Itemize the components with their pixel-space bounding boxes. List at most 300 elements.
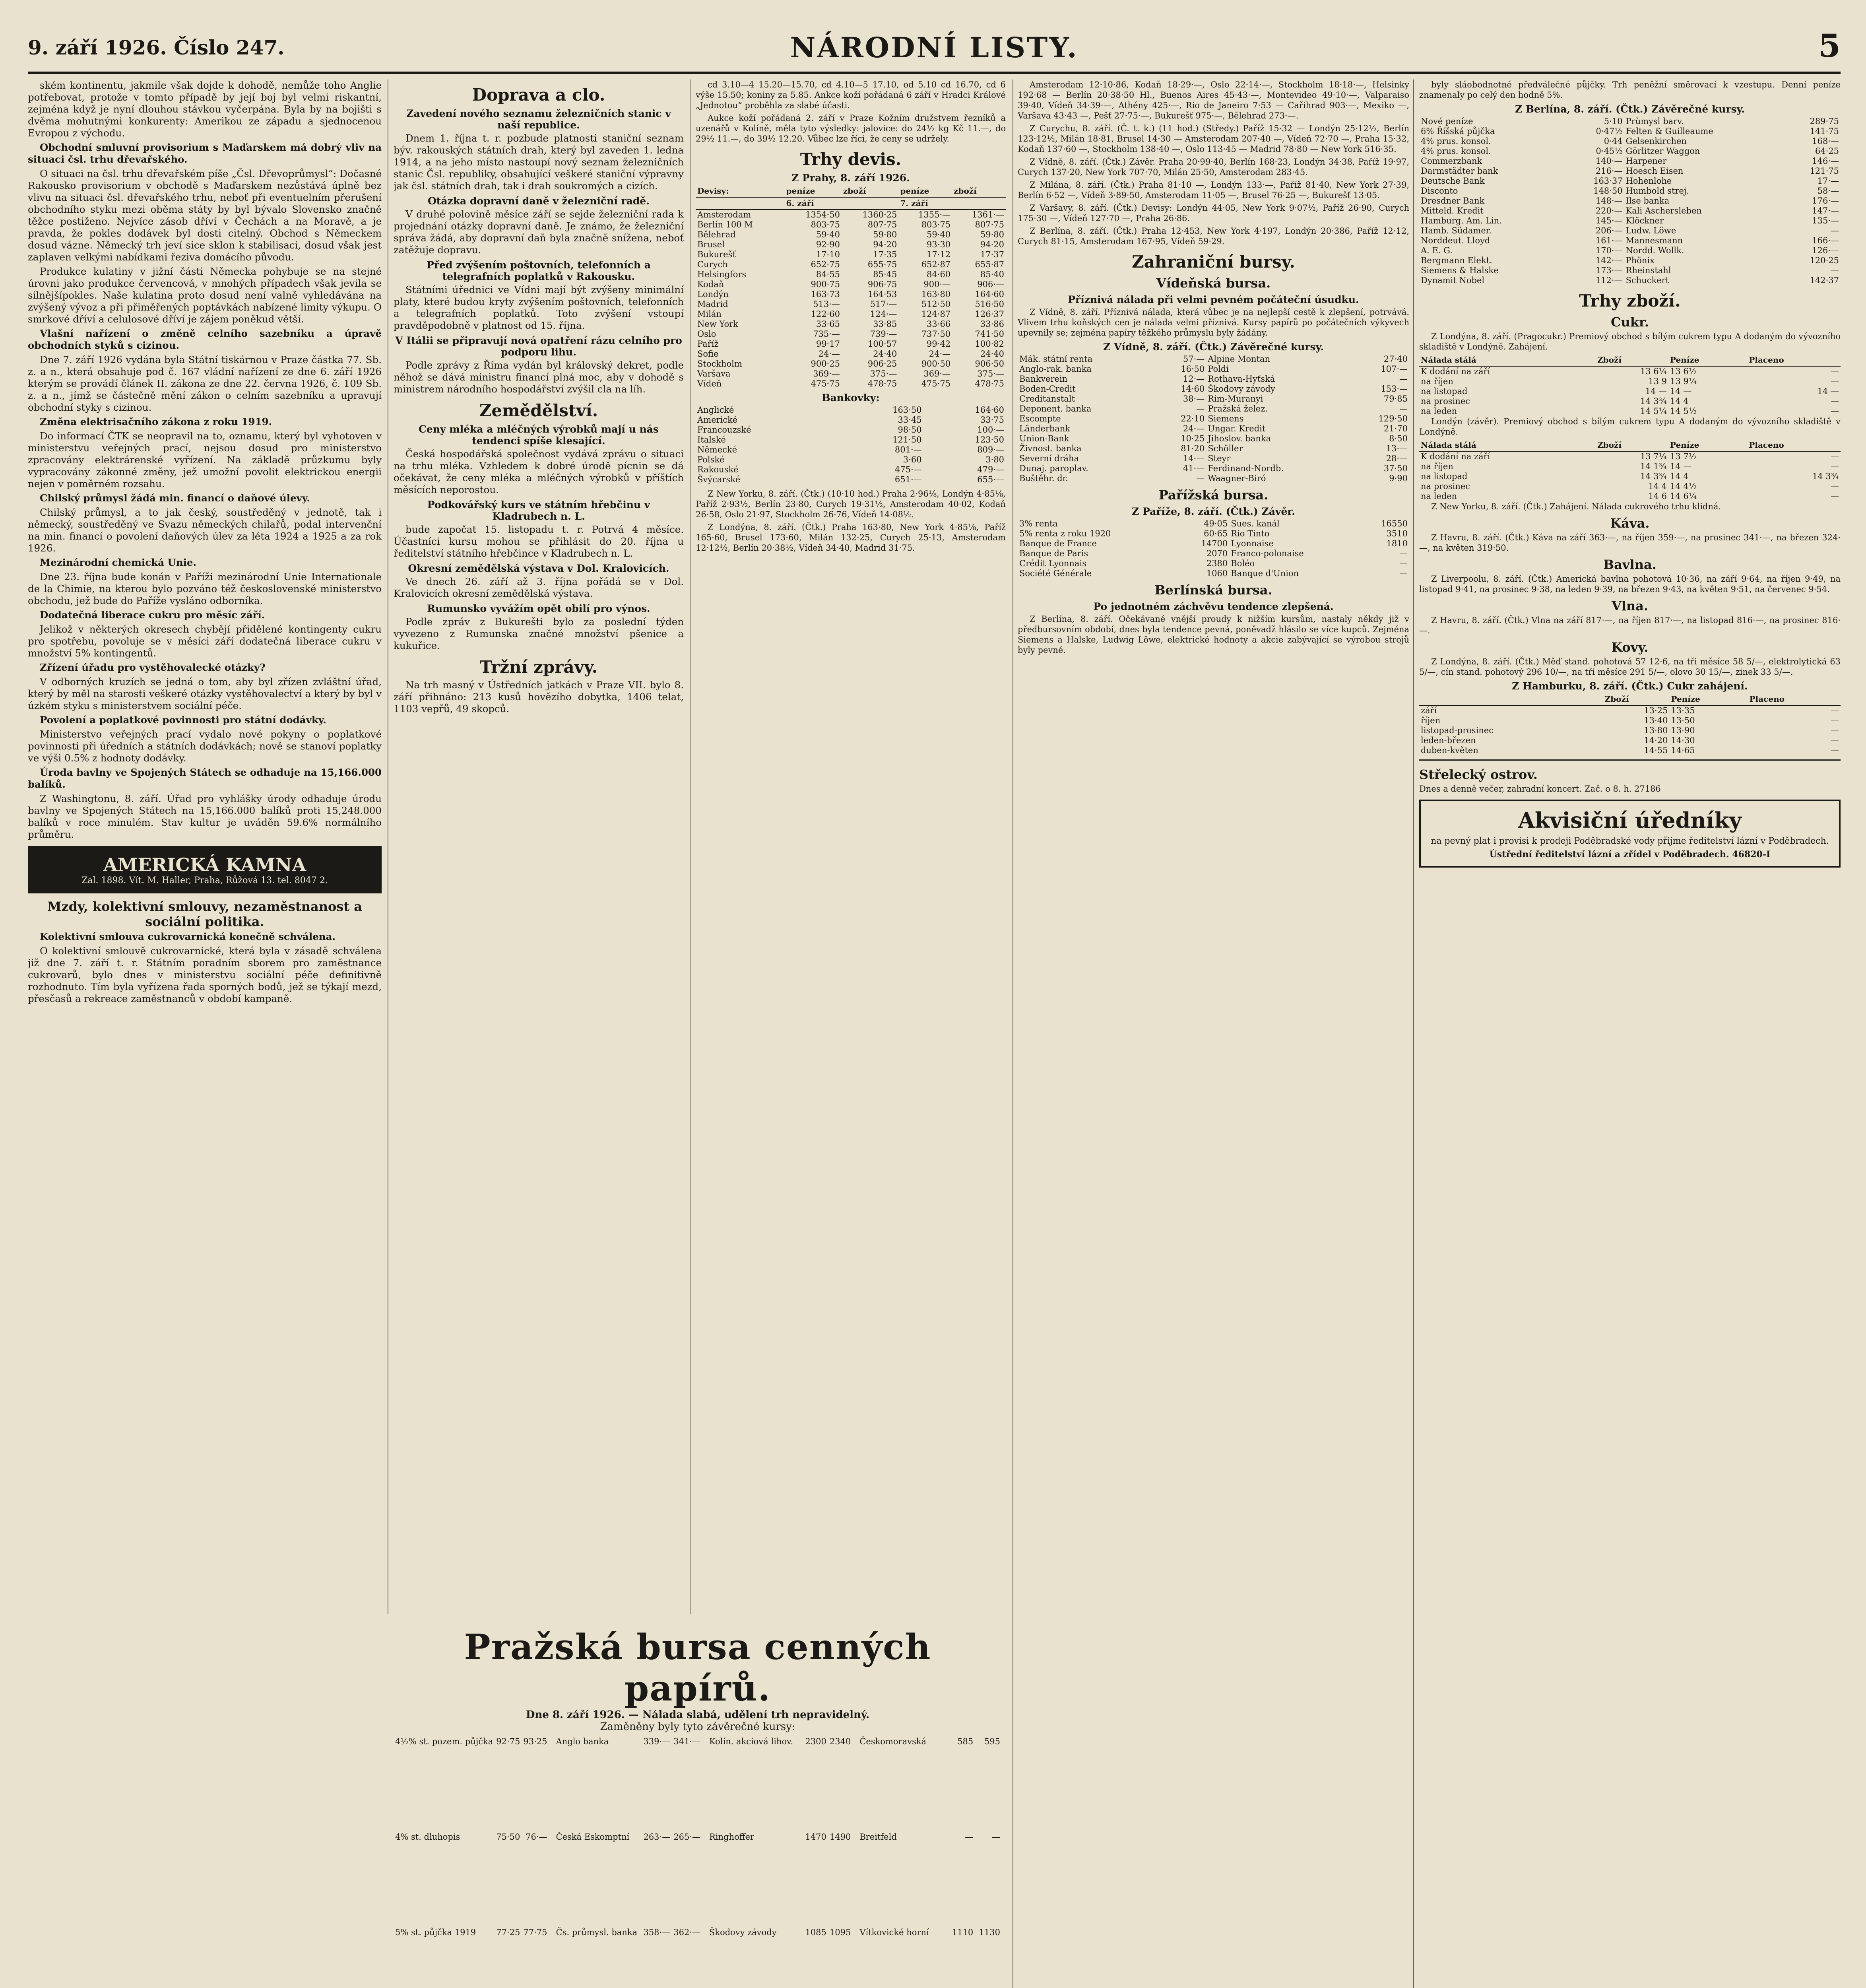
row-value: 126·37 [975,309,1004,319]
column-header: Peníze [1668,439,1747,451]
row-label: na říjen [1421,377,1453,386]
banknote-row [696,455,1006,465]
currency-table [696,185,1006,389]
row-value: — [1399,559,1408,568]
row-value: 153·— [1381,384,1408,394]
column-subheader: 7. září [898,197,952,210]
row-label: Sofie [697,349,719,359]
row-value: 16·50 [1181,364,1205,374]
row-value: 121·75 [1810,166,1839,176]
row-value: 14·60 [1181,384,1205,394]
row-value: 206·— [1595,226,1623,235]
column-header: Zboží [1603,693,1670,705]
article-text: Do informací ČTK se neopravil na to, oznamu, který byl vyhotoven v ministerstvu veřejných prací, nejsou dosud pro ministerstvo zpracovány elektrárenské vyřízení. Na základě průzkumu byly vypracovány zákonné změny, jež umožní povolit elektrickou energii nejen v poměrném rozsahu. [28,430,382,489]
row-value: 166·— [1812,236,1839,245]
row-label: Severní dráha [1019,454,1079,463]
row-value: 163·50 [892,405,922,415]
row-label: Crédit Lyonnais [1019,559,1086,568]
quote-row [1018,364,1409,374]
sugar-row [1419,491,1841,501]
row-label: Škodovy závody [709,1927,777,1937]
quote-row [1018,384,1409,394]
table-heading: Z Paříže, 8. září. (Čtk.) Závěr. [1131,506,1296,517]
row-value: Lyonnaise [1231,539,1274,548]
row-value: 2380 [1206,559,1228,568]
column-rule [1012,80,1013,1988]
article-text: Z Liverpoolu, 8. září. (Čtk.) Americká bavlna pohotová 10·36, na září 9·64, na říjen 9·49, na listopad 9·41, na prosinec 9·38, na leden 9·39, na březen 9·43, na květen 9·51, na červenec 9·54. [1419,574,1841,594]
currency-row [696,220,1006,230]
row-label: K dodání na září [1421,452,1490,461]
currency-row [696,339,1006,349]
section-heading: Trhy zboží. [1579,291,1681,311]
row-label: na listopad [1421,472,1468,481]
section-heading: Tržní zprávy. [479,657,598,677]
row-label: Société Générale [1019,569,1092,578]
column-4 [1018,80,1409,1988]
row-value: 13·50 [1671,716,1695,725]
row-value: 84·60 [927,270,951,279]
security-row [708,1885,852,1980]
banknote-row [696,465,1006,475]
bursa-title: Pražská bursa cenných papírů. [464,1626,931,1709]
article-heading: Povolení a poplatkové povinnosti pro státní dodávky. [40,714,326,726]
row-value: 14·65 [1671,746,1695,755]
security-row [858,1885,1002,1980]
row-value: 14 — [1645,386,1667,396]
quote-row [1018,519,1409,529]
row-label [555,1980,642,1988]
row-value: Jihoslov. banka [1208,434,1271,443]
article-text: Podle zpráv z Bukurešti bylo za poslední týden vyvezeno z Rumunska značné množství pšenice a kukuřice. [394,616,684,651]
row-value: 99·17 [816,339,840,349]
row-value: 478·75 [867,379,897,388]
row-label: Hamburg. Am. Lin. [1421,216,1502,225]
row-label: na říjen [1421,462,1453,471]
row-value: Kali Aschersleben [1625,206,1702,215]
row-label: Švýcarské [697,475,741,484]
row-value: 60·65 [1204,529,1228,538]
article-text: Jelikož v některých okresech chybějí přidělené kontingenty cukru pro spotřebu, povoluje se v měsíci září dodatečná liberace cukru v množství 5% kontingentů. [28,623,382,659]
row-label: Ringhoffer [709,1832,755,1842]
row-label: Americké [697,415,738,425]
row-label: Darmstädter bank [1421,166,1498,176]
row-value: 478·75 [975,379,1004,388]
row-value: — [1831,706,1839,715]
row-value: 17·37 [980,250,1004,259]
row-label: Bělehrad [697,230,736,239]
row-value: Nordd. Wollk. [1625,246,1684,255]
currency-row [696,289,1006,299]
ad-title: AMERICKÁ KAMNA [103,854,306,876]
row-label: Amsterodam [697,210,751,219]
row-value: 142·— [1595,256,1623,265]
column-header: peníze [898,185,952,197]
row-label: na listopad [1421,386,1468,396]
article-heading: Okresní zemědělská výstava v Dol. Kralovicích. [408,563,669,574]
row-value: 99·42 [927,339,951,349]
column-subheader [842,197,898,210]
row-value: 1354·50 [805,210,840,219]
row-value: — [1831,406,1839,416]
row-value: 124·— [870,309,897,319]
row-value: 33·75 [980,415,1004,425]
security-row [708,1980,852,1988]
row-value: 161·— [1595,236,1623,245]
row-value: — [1831,491,1839,501]
column-3 [696,80,1006,1614]
row-value: — [1831,266,1839,275]
column-header: Devisy: [696,185,785,197]
sugar-row [1419,396,1841,406]
row-value: 263·— [643,1832,671,1842]
row-label [858,1980,948,1988]
row-value: 655·87 [975,260,1004,269]
row-value: 145·— [1595,216,1623,225]
ad-text: na pevný plat i provisi k prodeji Poděbradské vody přijme ředitelství lázní v Poděbradech. [1431,836,1829,846]
row-value: 652·75 [811,260,840,269]
currency-row [696,260,1006,270]
subsection-heading: Pařížská bursa. [1158,487,1269,503]
subsection-heading: Vlna. [1611,598,1649,613]
row-value [642,1980,672,1988]
bursa-table-a [394,1694,549,1988]
row-value: 37·50 [1383,464,1408,473]
row-label: Vídeň [697,379,722,388]
row-value: 512·50 [921,299,951,309]
row-value: 28·— [1386,454,1408,463]
row-value: 375·— [977,369,1004,379]
row-value: 14 4½ [1670,481,1697,491]
row-value: 75·50 [496,1832,520,1842]
row-label: Escompte [1019,414,1061,423]
row-label: Banque de Paris [1019,549,1088,558]
row-value: Harpener [1625,156,1667,166]
article-heading: Úroda bavlny ve Spojených Státech se odhaduje na 15,166.000 balíků. [28,767,382,790]
sugar-row [1419,462,1841,472]
row-value: 14 4 [1648,481,1667,491]
row-label: Norddeut. Lloyd [1421,236,1490,245]
row-value: Görlitzer Waggon [1625,146,1700,156]
sugar-row [1419,366,1841,377]
row-value: Ungar. Kredit [1208,424,1266,433]
row-value: 14 3¾ [1812,472,1839,481]
row-label: Madrid [697,299,728,309]
row-value: 121·50 [892,435,922,445]
row-value: 122·60 [811,309,840,319]
row-value: 12·— [1183,374,1205,384]
article-text: Dnem 1. října t. r. pozbude platnosti staniční seznam býv. rakouských státních drah, který byl zaveden 1. ledna 1914, a na jeho místo nastoupí nový seznam železničních stanic Čsl. republiky, obsahující veškeré staniční výpravny jak čsl. státních drah, tak i drah soukromých a cizích. [394,132,684,192]
notice-text: Dnes a denně večer, zahradní koncert. Zač. o 8. h. 27186 [1419,784,1661,794]
quote-row [1419,166,1841,176]
row-value: Schuckert [1625,276,1669,285]
row-value: 59·80 [980,230,1004,239]
market-date: Z Prahy, 8. září 1926. [791,172,910,184]
quote-row [1419,116,1841,126]
row-value [975,1980,1002,1988]
security-row [708,1789,852,1885]
security-row [394,1980,549,1988]
column-5 [1419,80,1841,1988]
row-value: — [1831,377,1839,386]
row-value: 1361·— [972,210,1004,219]
row-value: 14 6 [1648,491,1667,501]
row-value: 100·— [977,425,1004,435]
row-value: Schöller [1208,444,1243,453]
banknote-row [696,445,1006,455]
row-value: 741·50 [975,329,1004,339]
row-value: 1110 [952,1927,974,1937]
row-value [672,1980,702,1988]
security-row [394,1885,549,1980]
quote-row [1419,246,1841,256]
quote-row [1419,226,1841,236]
row-value: 148·— [1595,196,1623,206]
row-value: 84·55 [816,270,840,279]
row-value: 14 — [1670,386,1692,396]
row-value: 22·10 [1181,414,1205,423]
row-label: Bergmann Elekt. [1421,256,1492,265]
ad-info: Zal. 1898. Vít. M. Haller, Praha, Růžová 13. tel. 8047 2. [81,876,328,885]
article-text: V druhé polovině měsíce září se sejde železniční rada k projednání otázky dopravní daně. Je známo, že železniční správa žádá, aby dopravní daň byla značně snížena, neboť zatěžuje dopravu. [394,208,684,256]
prague-stock-exchange-header [394,1626,1002,1733]
row-label: Varšava [697,369,731,379]
row-value: 739·— [870,329,897,339]
row-value: Siemens [1208,414,1244,423]
row-label: A. E. G. [1421,246,1453,255]
row-value: — [1831,481,1839,491]
article-text: V odborných kruzích se jedná o tom, aby byl zřízen zvláštní úřad, který by měl na starosti veškeré otázky vystěhovalectví a který by byl v úzkém styku s ministerstvem sociální péče. [28,676,382,711]
article-text: Z Londýna, 8. září. (Čtk.) Měď stand. pohotová 57 12·6, na tři měsíce 58 5/—, elektrolytická 63 5/—, cín stand. pohotový 296 10/—, na tři měsíce 291 5/—, olovo 30 15/—, zinek 33 5/—. [1419,657,1841,677]
banknote-row [696,425,1006,435]
article-text: Státními úřednici ve Vídni mají být zvýšeny minimální platy, které budou kryty zvýšením poštovních, telefonních a telegrafních poplatků. Toto zvýšení vstoupí pravděpodobně v platnost od 15. října. [394,284,684,331]
row-value: 14 3¾ [1640,472,1667,481]
row-value: 147·— [1812,206,1839,215]
row-value: 100·82 [975,339,1004,349]
currency-row [696,280,1006,289]
table-heading: Z Berlína, 8. září. (Čtk.) Závěrečné kursy. [1515,103,1745,115]
row-value: 17·35 [873,250,897,259]
sugar-opening-table [1419,354,1841,416]
quote-row [1018,424,1409,434]
row-label: na leden [1421,491,1457,501]
row-value: 14 — [1817,386,1839,396]
banknote-row [696,435,1006,445]
row-value: 517·— [870,299,897,309]
row-value: 77·25 [496,1927,520,1937]
row-label: Brusel [697,240,725,249]
row-value: — [1399,404,1408,414]
row-value: — [965,1832,974,1842]
article-text: Z Washingtonu, 8. září. Úřad pro vyhlášky úrody odhaduje úrodu bavlny ve Spojených Státech na 15,166.000 balíků proti 15,248.000 balíků v roce minulém. Stav kultur je uváděn 59.6% normálního průměru. [28,793,382,840]
column-header: Peníze [1668,354,1747,366]
row-value: Klöckner [1625,216,1664,225]
quote-row [1419,196,1841,206]
row-value: 98·50 [898,425,922,435]
page-number: 5 [1818,27,1841,64]
row-label: Union-Bank [1019,434,1069,443]
row-label: říjen [1421,716,1441,725]
row-value: 803·75 [921,220,951,229]
row-value: Banque d'Union [1231,569,1299,578]
row-value: 14700 [1201,539,1228,548]
column-header: Placeno [1747,439,1841,451]
row-value: 85·45 [873,270,897,279]
row-value: 475·— [894,465,922,474]
issue-date: 9. září 1926. Číslo 247. [28,36,285,59]
article-text: Z Varšavy, 8. září. (Čtk.) Devisy: Londýn 44·05, New York 9·07½, Paříž 26·90, Curych 175·30 —, Vídeň 127·70 —, Praha 26·86. [1018,203,1409,223]
column-header: Placeno [1747,354,1841,366]
row-value: 13·25 [1644,706,1668,715]
row-label: Bukurešť [697,250,736,259]
row-value: — [1831,746,1839,755]
row-value: 1085 [805,1927,826,1937]
row-label: Deponent. banka [1019,404,1092,414]
row-value: — [1399,569,1408,578]
row-value [495,1980,522,1988]
row-label: Stockholm [697,359,742,369]
row-value: 164·53 [867,289,897,299]
row-value: 33·66 [927,319,951,329]
row-value: — [1831,226,1839,235]
row-value: 59·80 [873,230,897,239]
row-label: 5% renta z roku 1920 [1019,529,1111,538]
row-value: 13·80 [1644,726,1668,735]
article-text: Z Curychu, 8. září. (Č. t. k.) (11 hod.) (Středy.) Paříž 15·32 — Londýn 25·12½, Berlín 123·12½, Milán 18·81, Brusel 14·30 — Amsterodam 207·40 —, Vídeň 72·70 —, Praha 15·32, Kodaň 137·60 —, Stockholm 138·40 —, Oslo 113·45 — Madrid 78·80 — New York 516·35. [1018,124,1409,154]
row-label: Anglické [697,405,734,415]
row-value: 652·87 [921,260,951,269]
row-label: Buštěhr. dr. [1019,474,1069,483]
column-subheader [696,197,785,210]
column-header: Placeno [1748,693,1841,705]
currency-row [696,309,1006,319]
quote-row [1419,276,1841,285]
quote-row [1419,146,1841,156]
row-value: 807·75 [867,220,897,229]
column-subheader [952,197,1006,210]
row-label: duben-květen [1421,746,1478,755]
section-heading: Zahraniční bursy. [1132,252,1295,272]
row-label: Helsingfors [697,270,747,279]
bursa-table-d [858,1694,1002,1988]
article-text: Amsterodam 12·10·86, Kodaň 18·29·—, Oslo 22·14·—, Stockholm 18·18·—, Helsinky 192·68 — Berlín 20·38·50 Hl., Buenos Aires 45·43·—, Montevideo 49·10·—, Valparaiso 39·40, Vídeň 34·39·—, Athény 425·—, Rio de Janeiro 7·53 — Cařihrad 903·—, Mexiko —, Varšava 43·43 —, Pešť 27·75·—, Bukurešť 975·—, Bělehrad 273·—. [1018,80,1409,120]
currency-row [696,319,1006,329]
row-label: Dunaj. paroplav. [1019,464,1088,473]
bursa-table-c [708,1694,852,1988]
row-label: Commerzbank [1421,156,1482,166]
row-label: listopad-prosinec [1421,726,1494,735]
article-heading: Dodatečná liberace cukru pro měsíc září. [40,609,265,621]
row-value: 737·50 [921,329,951,339]
subsection-heading: Berlínská bursa. [1154,582,1272,598]
row-value: 900·— [923,280,951,289]
row-value: 58·— [1817,186,1839,196]
column-subheader: 6. září [785,197,842,210]
currency-row [696,250,1006,260]
row-label: Curych [697,260,728,269]
row-value: 14 6¼ [1670,491,1697,501]
row-value: 809·— [977,445,1004,454]
quote-row [1018,404,1409,414]
row-value: 341·— [673,1736,700,1746]
row-value: 13 9 [1648,377,1667,386]
row-value: — [1399,549,1408,558]
column-1 [28,80,382,1988]
row-label [708,1980,803,1988]
article-text: Z Berlína, 8. září. (Čtk.) Praha 12·453, New York 4·197, Londýn 20·386, Paříž 12·12, Curych 81·15, Amsterodam 167·95, Vídeň 59·29. [1018,226,1409,246]
security-row [394,1694,549,1789]
row-label: Anglo-rak. banka [1019,364,1092,374]
row-label: Breitfeld [859,1832,897,1842]
banknote-row [696,405,1006,415]
sugar-row [1419,726,1841,736]
row-value: Hohenlohe [1625,176,1672,186]
row-value: 163·73 [811,289,840,299]
row-value: 265·— [673,1832,700,1842]
row-value: 170·— [1595,246,1623,255]
sugar-row [1419,451,1841,462]
column-header [1419,693,1603,705]
row-value: 176·— [1812,196,1839,206]
sugar-row [1419,386,1841,396]
sugar-row [1419,705,1841,716]
row-label: Oslo [697,329,716,339]
quote-row [1018,539,1409,549]
column-header: Zboží [1596,439,1668,451]
currency-row [696,230,1006,240]
row-value: 14 5¼ [1640,406,1667,416]
row-value: 93·30 [927,240,951,249]
row-value: 369·— [923,369,951,379]
row-label: leden-březen [1421,736,1476,745]
article-text: Chilský průmysl, a to jak český, soustředěný v jednotě, tak i německý, soustředěný ve Svazu německých chilařů, podal intervenční na min. financí o povolení daňových úlev za léta 1924 a 1925 a za rok 1926. [28,507,382,554]
article-text: Z New Yorku, 8. září. (Čtk.) Zahájení. Nálada cukrového trhu klidná. [1431,502,1721,511]
row-value: 14 5½ [1670,406,1697,416]
subsection-heading: Kovy. [1611,640,1649,655]
row-value: 513·— [813,299,840,309]
article-text: cd 3.10—4 15.20—15.70, cd 4.10—5 17.10, od 5.10 cd 16.70, cd 6 výše 15.50; koniny za 5.85. Ankce koží pořádaná 6 září v Hradci Králové „Jednotou“ proběhla za slabé účasti. [696,80,1006,110]
row-value: — [1831,716,1839,725]
row-value: 163·37 [1593,176,1623,186]
row-value: Rothava-Hyťská [1208,374,1275,384]
row-value: 595 [984,1736,1000,1746]
row-value: 129·50 [1378,414,1408,423]
row-value: 59·40 [927,230,951,239]
article-heading: Změna elektrisačního zákona z roku 1919. [40,416,272,427]
row-label: K dodání na září [1421,367,1490,376]
security-row [394,1789,549,1885]
row-value: 148·50 [1593,186,1623,196]
quote-row [1018,394,1409,404]
quote-row [1419,266,1841,276]
row-label: Länderbank [1019,424,1071,433]
currency-row [696,270,1006,280]
row-value: 146·— [1812,156,1839,166]
ad-title: Akvisiční úředníky [1518,808,1742,833]
row-label: Nové peníze [1421,116,1473,126]
row-value: 375·— [870,369,897,379]
row-label: 6% Říšská půjčka [1421,126,1495,136]
quote-row [1419,136,1841,146]
row-label: Živnost. banka [1019,444,1082,453]
article-text: Dne 23. října bude konán v Paříži mezinárodní Unie Internationale de la Chimie, na kterou bylo pozváno též československé ministerstvo obchodu, jež bude do Paříže vysláno odborníka. [28,571,382,606]
row-value: 14 4 [1670,396,1689,406]
row-value: 163·80 [921,289,951,299]
quote-row [1018,569,1409,579]
banknote-row [696,415,1006,425]
banknotes-table [696,405,1006,485]
sugar-row [1419,746,1841,755]
row-value: 0·45½ [1596,146,1623,156]
